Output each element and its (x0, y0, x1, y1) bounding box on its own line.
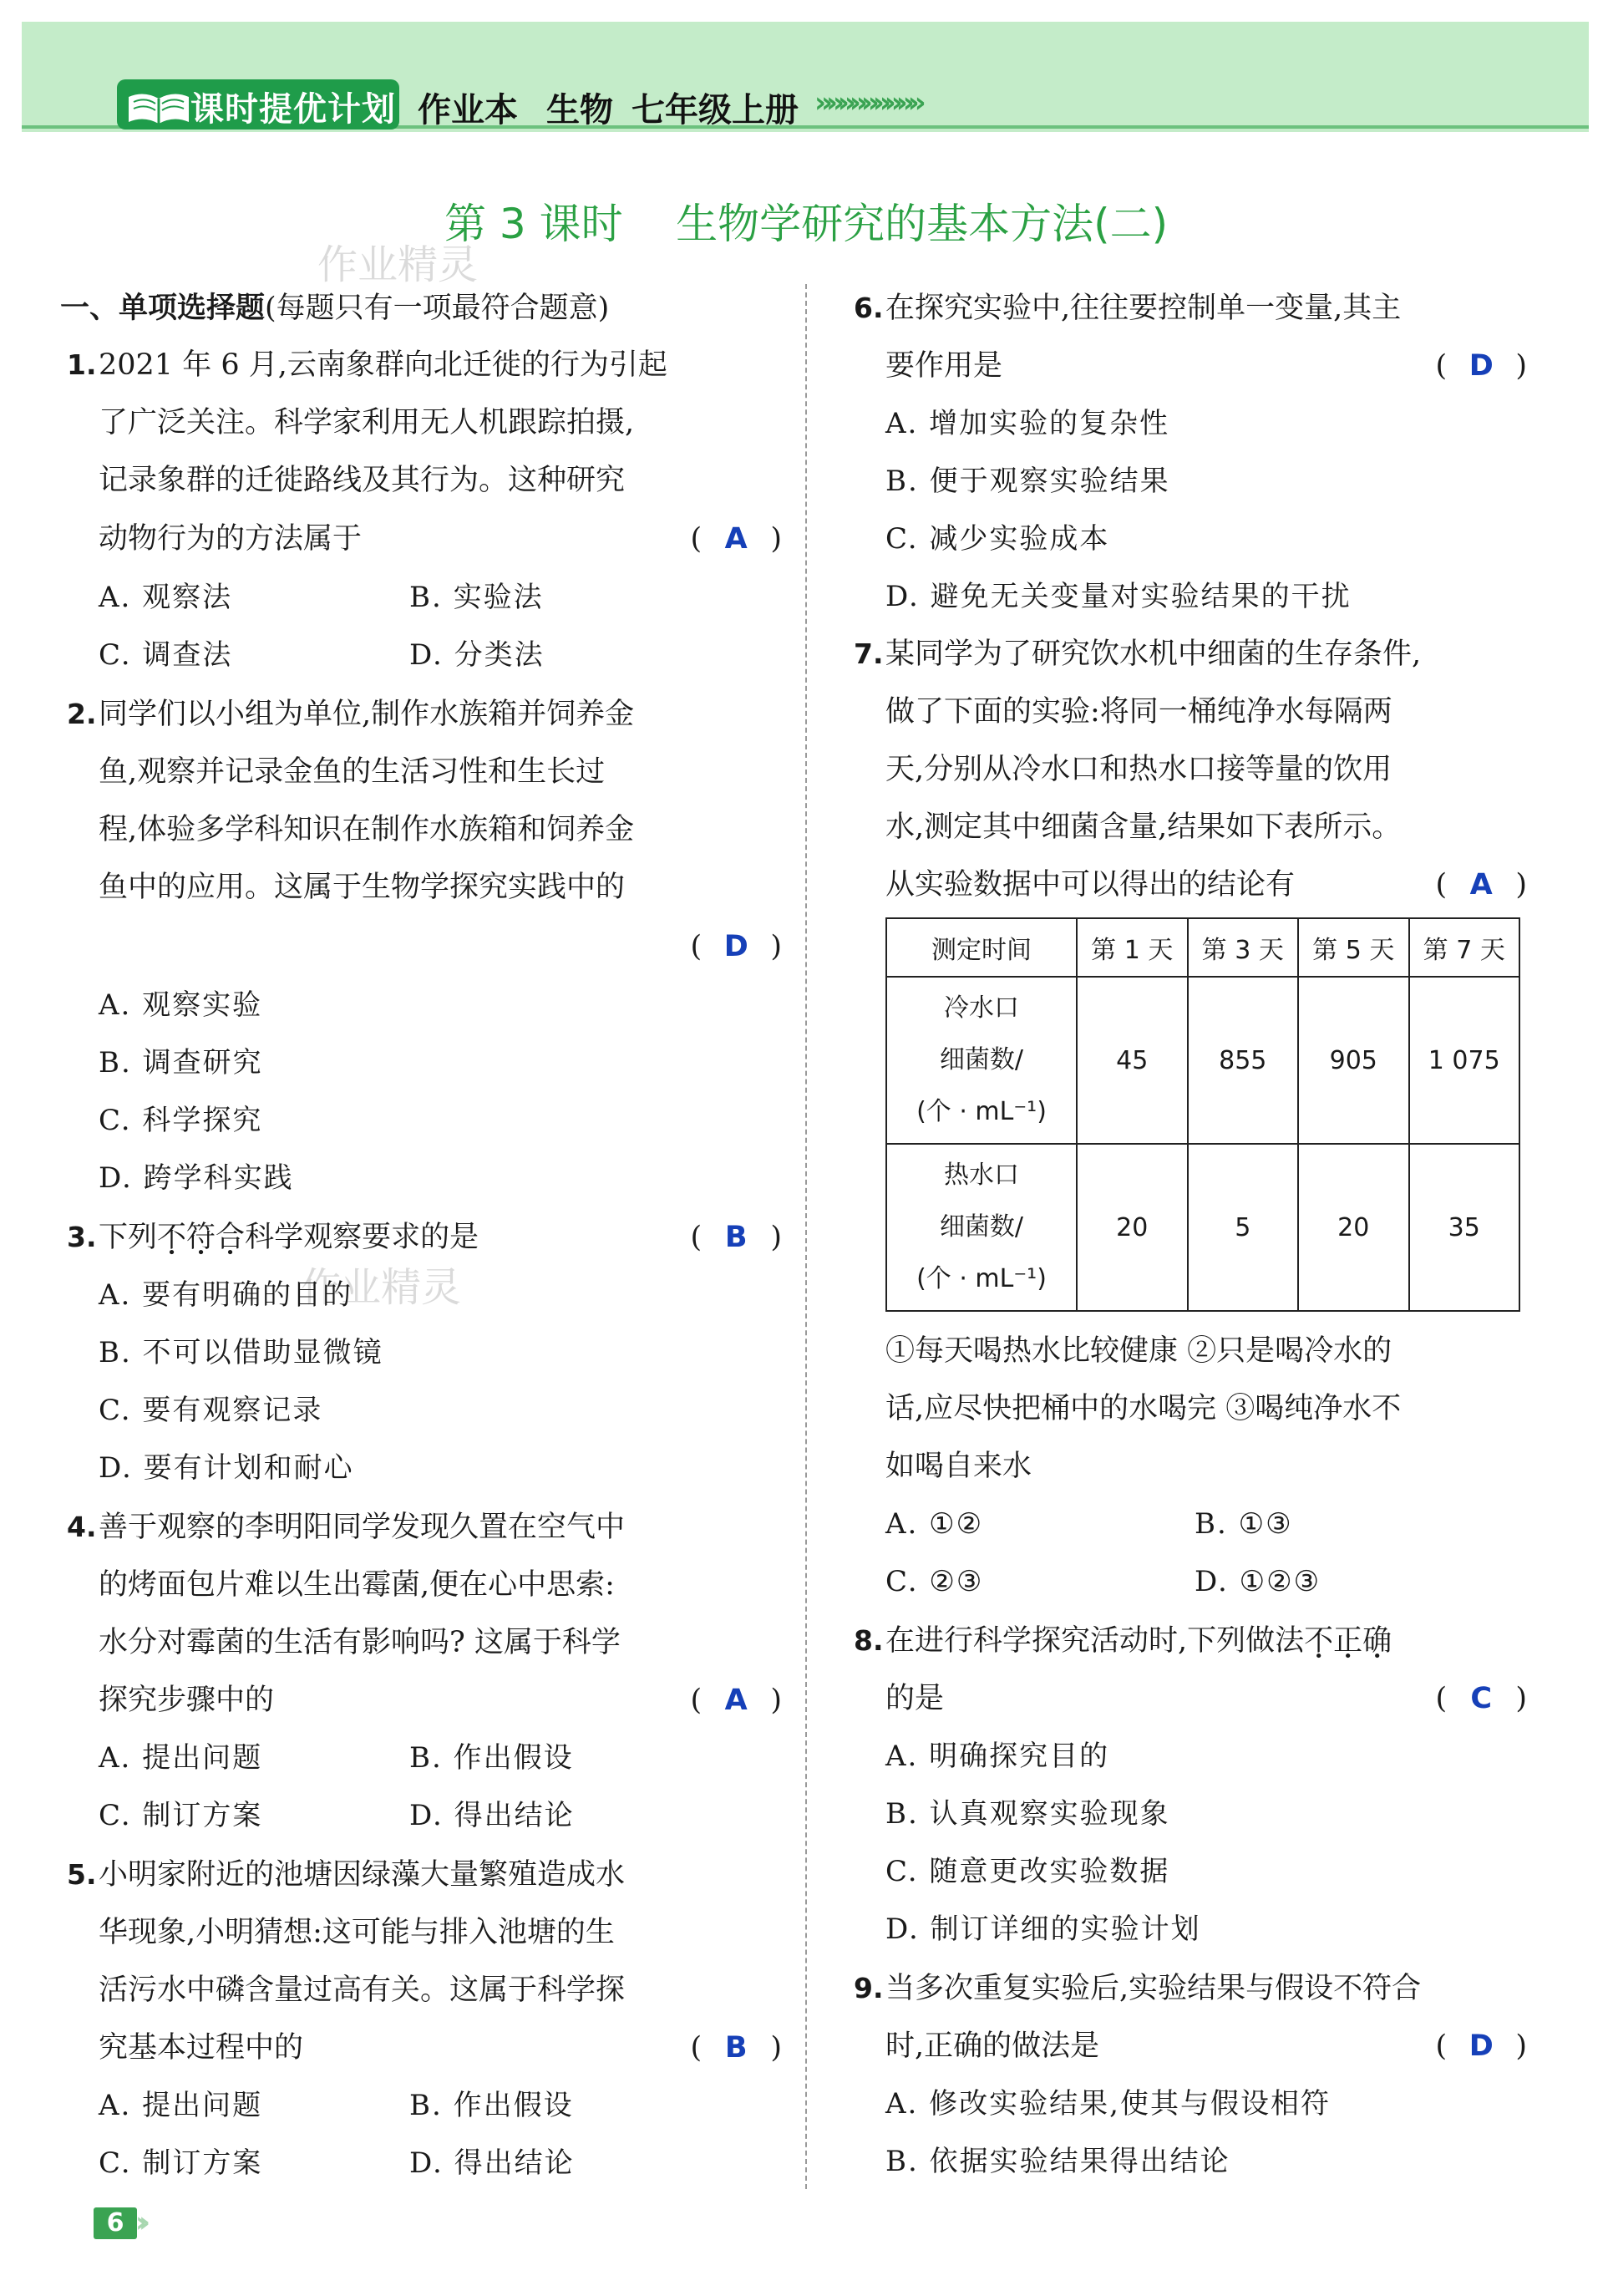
answer-5: B (724, 2031, 748, 2065)
table-cell: 905 (1298, 977, 1409, 1144)
table-header-row (886, 918, 1519, 977)
table-header: 第 1 天 (1077, 918, 1188, 977)
table-header: 第 7 天 (1409, 918, 1520, 977)
answer-6: D (1469, 349, 1494, 383)
row-label: 热水口 细菌数/ (个 · mL⁻¹) (886, 1144, 1077, 1311)
table-header: 测定时间 (886, 918, 1077, 977)
table-cell: 855 (1188, 977, 1299, 1144)
section-heading: 一、单项选择题(每题只有一项最符合题意) (60, 291, 610, 325)
table-row (886, 977, 1519, 1144)
header-arrows: »»»»»»»»» (814, 86, 920, 119)
row-label: 冷水口 细菌数/ (个 · mL⁻¹) (886, 977, 1077, 1144)
table-row (886, 1144, 1519, 1311)
answer-3: B (724, 1221, 748, 1254)
answer-2: D (723, 930, 748, 963)
answer-7: A (1469, 868, 1493, 902)
watermark: 作业精灵 (317, 241, 479, 288)
answer-1: A (724, 522, 748, 556)
page-number: 6 (94, 2207, 137, 2239)
book-type: 作业本 (418, 91, 518, 130)
grade: 七年级上册 (632, 91, 799, 130)
open-book-icon (125, 85, 192, 125)
table-cell: 20 (1298, 1144, 1409, 1311)
table-cell: 35 (1409, 1144, 1520, 1311)
column-divider (805, 284, 807, 2189)
table-cell: 5 (1188, 1144, 1299, 1311)
page-arrows-icon: ›› (135, 2206, 143, 2239)
table-cell: 45 (1077, 977, 1188, 1144)
lesson-title: 第 3 课时 生物学研究的基本方法(二) (444, 200, 1169, 248)
table-cell: 1 075 (1409, 977, 1520, 1144)
answer-4: A (724, 1684, 748, 1717)
watermark: 作业精灵 (301, 1264, 462, 1311)
answer-8: C (1470, 1682, 1493, 1715)
table-header: 第 3 天 (1188, 918, 1299, 977)
answer-9: D (1469, 2029, 1494, 2063)
subject: 生物 (546, 91, 613, 130)
brand-name: 课时提优计划 (190, 90, 396, 129)
table-header: 第 5 天 (1298, 918, 1409, 977)
table-cell: 20 (1077, 1144, 1188, 1311)
bacteria-data-table (885, 917, 1520, 1312)
